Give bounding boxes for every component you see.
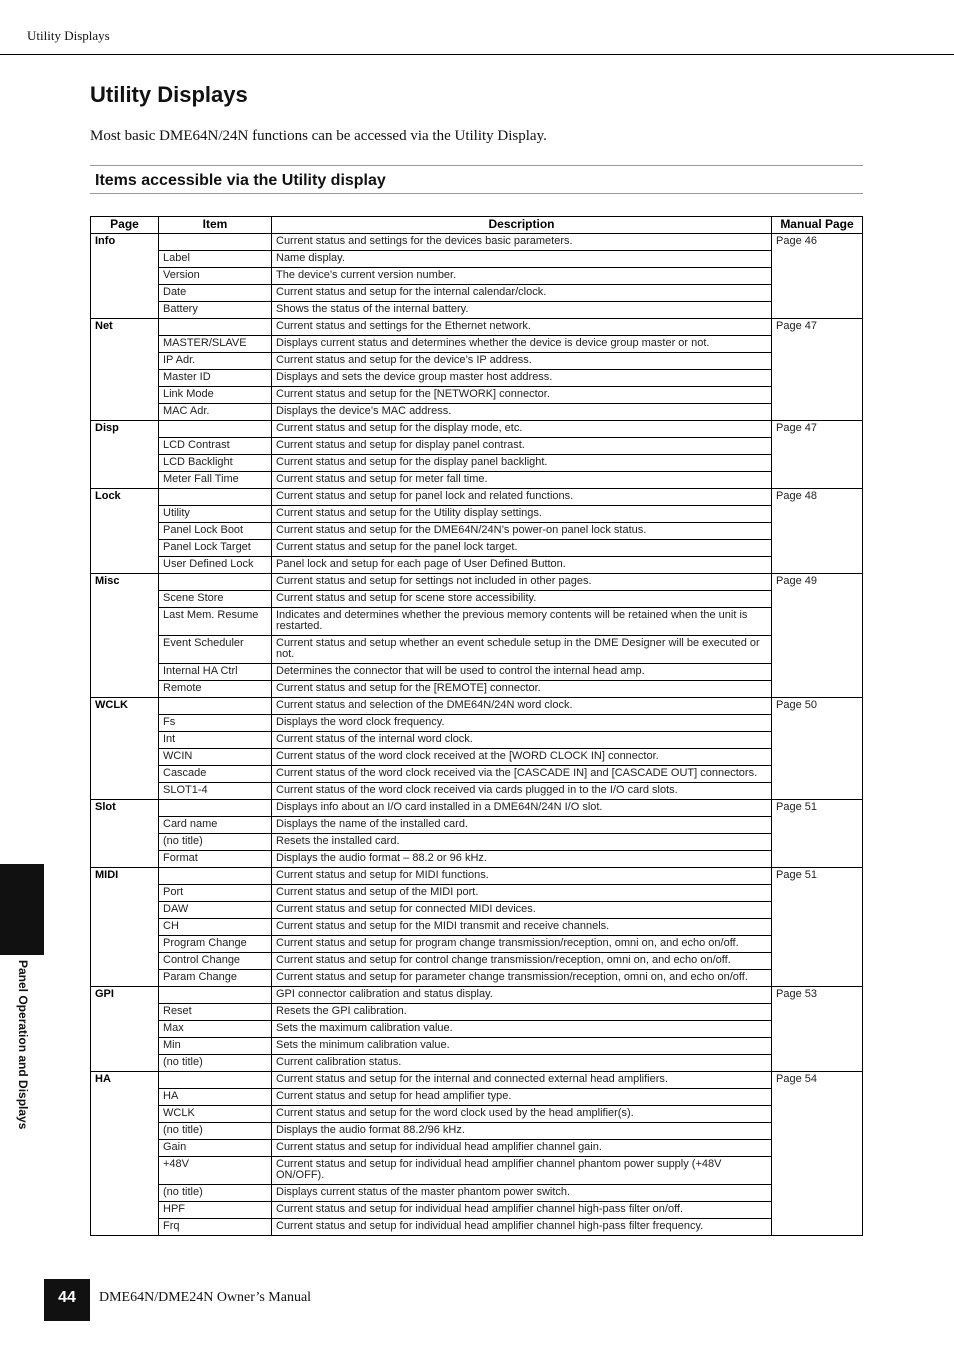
table-row [91,557,863,574]
item-cell: Label [159,251,272,268]
group-page-name: Net [91,319,159,336]
group-page-cell [91,1157,159,1185]
manual-page-cell: Page 53 [772,987,863,1072]
group-page-cell [91,1106,159,1123]
table-row [91,1106,863,1123]
group-page-name: Slot [91,800,159,817]
description-cell: Current status and setup whether an event schedule setup in the DME Designer will be executed or not. [272,636,772,664]
table-row [91,1157,863,1185]
manual-page-cell: Page 46 [772,234,863,319]
group-page-name: Misc [91,574,159,591]
table-row [91,1021,863,1038]
item-cell [159,1072,272,1089]
item-cell: DAW [159,902,272,919]
table-row [91,936,863,953]
group-page-cell [91,455,159,472]
description-cell: Current status and setup for the word clock used by the head amplifier(s). [272,1106,772,1123]
item-cell: (no title) [159,834,272,851]
group-page-name: Lock [91,489,159,506]
table-row [91,732,863,749]
table-row [91,591,863,608]
item-cell: Date [159,285,272,302]
group-page-cell [91,885,159,902]
table-row [91,472,863,489]
item-cell [159,868,272,885]
description-cell: Displays current status and determines whether the device is device group master or not. [272,336,772,353]
description-cell: Current status and setup for the internal calendar/clock. [272,285,772,302]
manual-page-cell: Page 51 [772,868,863,987]
description-cell: Current status and setup for program change transmission/reception, omni on, and echo on/off. [272,936,772,953]
item-cell: Program Change [159,936,272,953]
item-cell: Control Change [159,953,272,970]
table-row [91,574,863,591]
table-row [91,1004,863,1021]
item-cell: Card name [159,817,272,834]
group-page-cell [91,715,159,732]
item-cell: LCD Backlight [159,455,272,472]
group-page-cell [91,1038,159,1055]
item-cell [159,421,272,438]
table-header-row [91,217,863,234]
group-page-cell [91,936,159,953]
group-page-cell [91,749,159,766]
table-row [91,783,863,800]
table-row [91,664,863,681]
table-row [91,268,863,285]
group-page-cell [91,953,159,970]
item-cell [159,574,272,591]
group-page-name: Info [91,234,159,251]
manual-page-cell: Page 51 [772,800,863,868]
item-cell: WCIN [159,749,272,766]
description-cell: Resets the installed card. [272,834,772,851]
item-cell [159,489,272,506]
description-cell: Current status and settings for the devices basic parameters. [272,234,772,251]
item-cell: Scene Store [159,591,272,608]
item-cell: HPF [159,1202,272,1219]
description-cell: Displays the audio format – 88.2 or 96 kHz. [272,851,772,868]
item-cell: Link Mode [159,387,272,404]
running-head: Utility Displays [27,28,110,43]
item-cell [159,800,272,817]
item-cell: MASTER/SLAVE [159,336,272,353]
table-row [91,319,863,336]
item-cell: Utility [159,506,272,523]
item-cell: (no title) [159,1055,272,1072]
table-row [91,715,863,732]
group-page-cell [91,681,159,698]
description-cell: Displays the device’s MAC address. [272,404,772,421]
description-cell: GPI connector calibration and status display. [272,987,772,1004]
description-cell: Current status and setup for the DME64N/24N’s power-on panel lock status. [272,523,772,540]
description-cell: Current status and setup for parameter change transmission/reception, omni on, and echo on/off. [272,970,772,987]
table-row [91,1072,863,1089]
header-page: Page [91,217,159,234]
group-page-cell [91,1021,159,1038]
description-cell: Displays current status of the master phantom power switch. [272,1185,772,1202]
table-row [91,234,863,251]
item-cell: Meter Fall Time [159,472,272,489]
item-cell: Cascade [159,766,272,783]
group-page-cell [91,268,159,285]
description-cell: Shows the status of the internal battery. [272,302,772,319]
item-cell: Event Scheduler [159,636,272,664]
group-page-name: WCLK [91,698,159,715]
group-page-cell [91,732,159,749]
group-page-cell [91,1004,159,1021]
utility-items-table [90,216,863,1236]
table-row [91,540,863,557]
group-page-cell [91,783,159,800]
item-cell: Min [159,1038,272,1055]
item-cell: LCD Contrast [159,438,272,455]
group-page-cell [91,608,159,636]
description-cell: Current status and setup for scene store accessibility. [272,591,772,608]
item-cell: Battery [159,302,272,319]
intro-text: Most basic DME64N/24N functions can be accessed via the Utility Display. [90,128,547,144]
description-cell: Current status of the word clock received via cards plugged in to the I/O card slots. [272,783,772,800]
description-cell: Current status and setup for the [NETWORK] connector. [272,387,772,404]
table-row [91,851,863,868]
table-row [91,404,863,421]
footer-title: DME64N/DME24N Owner’s Manual [99,1290,312,1305]
group-page-cell [91,251,159,268]
group-page-cell [91,1219,159,1236]
table-row [91,1219,863,1236]
table-body [91,234,863,1236]
description-cell: Current status of the internal word clock. [272,732,772,749]
group-page-name: Disp [91,421,159,438]
item-cell: Param Change [159,970,272,987]
header-rule [0,54,954,55]
description-cell: Current status and setup for the panel lock target. [272,540,772,557]
group-page-cell [91,302,159,319]
group-page-cell [91,1202,159,1219]
description-cell: Current status and setup for individual head amplifier channel high-pass filter on/off. [272,1202,772,1219]
chapter-tab [0,864,44,955]
table-row [91,636,863,664]
header-item: Item [159,217,272,234]
item-cell: Version [159,268,272,285]
table-row [91,885,863,902]
table-row [91,421,863,438]
group-page-name: GPI [91,987,159,1004]
description-cell: Current status and setup of the MIDI port. [272,885,772,902]
description-cell: Current status and setup for settings not included in other pages. [272,574,772,591]
table-row [91,834,863,851]
page-title: Utility Displays [90,82,248,107]
section-heading: Items accessible via the Utility display [90,165,863,194]
table-row [91,919,863,936]
description-cell: Displays info about an I/O card installed in a DME64N/24N I/O slot. [272,800,772,817]
description-cell: Current status and setup for the Utility display settings. [272,506,772,523]
description-cell: Panel lock and setup for each page of User Defined Button. [272,557,772,574]
item-cell: Master ID [159,370,272,387]
table-row [91,387,863,404]
item-cell: (no title) [159,1185,272,1202]
table-row [91,302,863,319]
group-page-cell [91,970,159,987]
item-cell: WCLK [159,1106,272,1123]
table-row [91,987,863,1004]
manual-page-cell: Page 50 [772,698,863,800]
item-cell [159,698,272,715]
table-row [91,749,863,766]
description-cell: Current status and selection of the DME64N/24N word clock. [272,698,772,715]
page-number: 44 [58,1289,76,1306]
description-cell: Current status and setup for control change transmission/reception, omni on, and echo on/off. [272,953,772,970]
group-page-cell [91,506,159,523]
item-cell: Port [159,885,272,902]
table-row [91,1202,863,1219]
table-row [91,800,863,817]
table-row [91,438,863,455]
description-cell: Current status and setup for the [REMOTE] connector. [272,681,772,698]
table-row [91,868,863,885]
group-page-cell [91,636,159,664]
group-page-cell [91,664,159,681]
table-row [91,817,863,834]
description-cell: Current status and setup for individual head amplifier channel phantom power supply (+48V ON/OFF). [272,1157,772,1185]
description-cell: Sets the minimum calibration value. [272,1038,772,1055]
group-page-cell [91,557,159,574]
description-cell: Current status of the word clock received at the [WORD CLOCK IN] connector. [272,749,772,766]
description-cell: Current status and setup for the display panel backlight. [272,455,772,472]
table-row [91,1089,863,1106]
item-cell: Gain [159,1140,272,1157]
manual-page-cell: Page 49 [772,574,863,698]
group-page-cell [91,1055,159,1072]
item-cell [159,234,272,251]
group-page-cell [91,404,159,421]
table-row [91,698,863,715]
description-cell: Sets the maximum calibration value. [272,1021,772,1038]
item-cell: IP Adr. [159,353,272,370]
description-cell: Current status of the word clock received via the [CASCADE IN] and [CASCADE OUT] connectors. [272,766,772,783]
group-page-cell [91,336,159,353]
table-row [91,523,863,540]
description-cell: Displays the word clock frequency. [272,715,772,732]
header-manual-page: Manual Page [772,217,863,234]
description-cell: Current status and setup for head amplifier type. [272,1089,772,1106]
manual-page-cell: Page 54 [772,1072,863,1236]
item-cell: User Defined Lock [159,557,272,574]
description-cell: Current status and setup for the MIDI transmit and receive channels. [272,919,772,936]
group-page-cell [91,902,159,919]
group-page-cell [91,817,159,834]
table-row [91,489,863,506]
description-cell: Current status and setup for MIDI functions. [272,868,772,885]
table-row [91,1055,863,1072]
item-cell: Frq [159,1219,272,1236]
group-page-cell [91,1185,159,1202]
description-cell: Current status and setup for panel lock and related functions. [272,489,772,506]
group-page-cell [91,540,159,557]
item-cell: HA [159,1089,272,1106]
item-cell: Remote [159,681,272,698]
item-cell [159,987,272,1004]
group-page-name: HA [91,1072,159,1089]
group-page-cell [91,387,159,404]
item-cell: Last Mem. Resume [159,608,272,636]
description-cell: Current status and setup for individual head amplifier channel gain. [272,1140,772,1157]
table-row [91,681,863,698]
item-cell: SLOT1-4 [159,783,272,800]
item-cell: Format [159,851,272,868]
description-cell: The device’s current version number. [272,268,772,285]
manual-page-cell: Page 48 [772,489,863,574]
description-cell: Current status and settings for the Ethernet network. [272,319,772,336]
group-page-cell [91,1123,159,1140]
item-cell: Internal HA Ctrl [159,664,272,681]
item-cell [159,319,272,336]
item-cell: Max [159,1021,272,1038]
description-cell: Current status and setup for connected MIDI devices. [272,902,772,919]
table-row [91,336,863,353]
item-cell: Panel Lock Target [159,540,272,557]
group-page-cell [91,438,159,455]
table-row [91,370,863,387]
group-page-cell [91,919,159,936]
table-row [91,902,863,919]
description-cell: Indicates and determines whether the previous memory contents will be retained when the unit is restarted. [272,608,772,636]
item-cell: Fs [159,715,272,732]
group-page-cell [91,370,159,387]
table-row [91,1140,863,1157]
description-cell: Resets the GPI calibration. [272,1004,772,1021]
group-page-cell [91,285,159,302]
description-cell: Current status and setup for the device’s IP address. [272,353,772,370]
header-description: Description [272,217,772,234]
table-row [91,506,863,523]
group-page-cell [91,353,159,370]
description-cell: Current status and setup for the display mode, etc. [272,421,772,438]
table-row [91,1185,863,1202]
description-cell: Determines the connector that will be used to control the internal head amp. [272,664,772,681]
table-row [91,608,863,636]
description-cell: Displays and sets the device group master host address. [272,370,772,387]
item-cell: Int [159,732,272,749]
group-page-cell [91,834,159,851]
table-row [91,455,863,472]
description-cell: Current status and setup for meter fall time. [272,472,772,489]
description-cell: Current status and setup for individual head amplifier channel high-pass filter frequency. [272,1219,772,1236]
group-page-cell [91,1140,159,1157]
description-cell: Displays the audio format 88.2/96 kHz. [272,1123,772,1140]
table-row [91,953,863,970]
table-row [91,1038,863,1055]
table-row [91,766,863,783]
description-cell: Displays the name of the installed card. [272,817,772,834]
manual-page-cell: Page 47 [772,421,863,489]
description-cell: Current status and setup for display panel contrast. [272,438,772,455]
item-cell: Reset [159,1004,272,1021]
table-row [91,970,863,987]
description-cell: Name display. [272,251,772,268]
table-row [91,1123,863,1140]
item-cell: +48V [159,1157,272,1185]
group-page-cell [91,851,159,868]
group-page-cell [91,1089,159,1106]
item-cell: (no title) [159,1123,272,1140]
group-page-name: MIDI [91,868,159,885]
chapter-tab-label: Panel Operation and Displays [16,960,30,1130]
table-row [91,251,863,268]
table-row [91,353,863,370]
item-cell: CH [159,919,272,936]
group-page-cell [91,591,159,608]
description-cell: Current calibration status. [272,1055,772,1072]
item-cell: Panel Lock Boot [159,523,272,540]
group-page-cell [91,766,159,783]
description-cell: Current status and setup for the internal and connected external head amplifiers. [272,1072,772,1089]
group-page-cell [91,472,159,489]
manual-page-cell: Page 47 [772,319,863,421]
group-page-cell [91,523,159,540]
item-cell: MAC Adr. [159,404,272,421]
table-row [91,285,863,302]
